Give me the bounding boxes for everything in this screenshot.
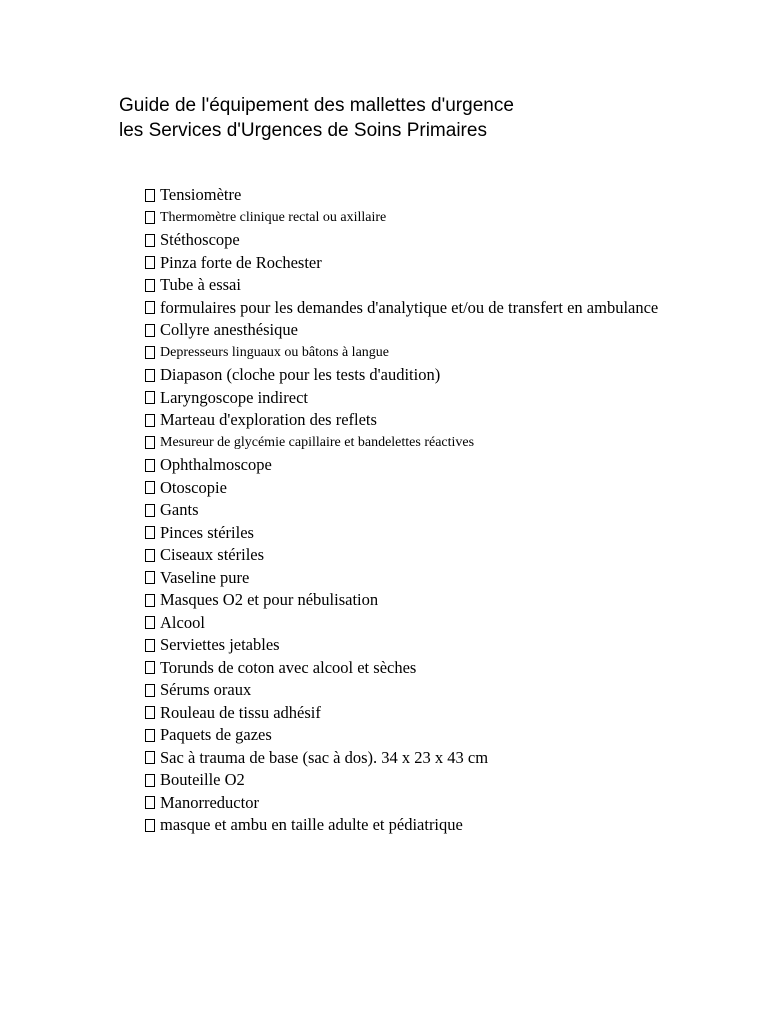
list-item xyxy=(145,567,658,590)
list-item xyxy=(145,409,658,432)
item-label: Stéthoscope xyxy=(160,230,240,250)
missing-glyph-icon xyxy=(145,459,155,472)
item-label: Marteau d'exploration des reflets xyxy=(160,410,377,430)
document-title xyxy=(119,93,514,143)
item-label: Collyre anesthésique xyxy=(160,320,298,340)
missing-glyph-icon xyxy=(145,324,155,337)
list-item xyxy=(145,634,658,657)
item-label: Alcool xyxy=(160,612,205,632)
item-label: formulaires pour les demandes d'analytique et/ou de transfert en ambulance xyxy=(160,297,659,317)
item-label: Masques O2 et pour nébulisation xyxy=(160,590,379,610)
missing-glyph-icon xyxy=(145,774,155,787)
missing-glyph-icon xyxy=(145,481,155,494)
missing-glyph-icon xyxy=(145,211,155,224)
item-label: Sérums oraux xyxy=(160,680,252,700)
missing-glyph-icon xyxy=(145,504,155,517)
title-line-1: Guide de l'équipement des mallettes d'urgence xyxy=(119,95,514,116)
list-item xyxy=(145,477,658,500)
missing-glyph-icon xyxy=(145,616,155,629)
item-label: Ciseaux stériles xyxy=(160,545,265,565)
missing-glyph-icon xyxy=(145,751,155,764)
missing-glyph-icon xyxy=(145,414,155,427)
item-label: Thermomètre clinique rectal ou axillaire xyxy=(160,209,387,225)
item-label: Depresseurs linguaux ou bâtons à langue xyxy=(160,344,389,360)
list-item xyxy=(145,814,658,837)
title-line-2: les Services d'Urgences de Soins Primaires xyxy=(119,120,487,141)
item-label: Diapason (cloche pour les tests d'audition) xyxy=(160,365,441,385)
item-label: Manorreductor xyxy=(160,792,259,812)
item-label: Mesureur de glycémie capillaire et bandelettes réactives xyxy=(160,434,475,450)
item-label: Bouteille O2 xyxy=(160,770,245,790)
list-item xyxy=(145,499,658,522)
missing-glyph-icon xyxy=(145,639,155,652)
missing-glyph-icon xyxy=(145,346,155,359)
list-item xyxy=(145,297,658,320)
list-item xyxy=(145,679,658,702)
item-label: Gants xyxy=(160,500,199,520)
missing-glyph-icon xyxy=(145,796,155,809)
list-item xyxy=(145,184,658,207)
list-item xyxy=(145,657,658,680)
list-item xyxy=(145,274,658,297)
list-item xyxy=(145,387,658,410)
missing-glyph-icon xyxy=(145,369,155,382)
item-label: Torunds de coton avec alcool et sèches xyxy=(160,657,417,677)
list-item xyxy=(145,769,658,792)
item-label: Vaseline pure xyxy=(160,567,250,587)
list-item xyxy=(145,319,658,342)
list-item xyxy=(145,702,658,725)
missing-glyph-icon xyxy=(145,391,155,404)
missing-glyph-icon xyxy=(145,526,155,539)
list-item xyxy=(145,747,658,770)
list-item xyxy=(145,252,658,275)
missing-glyph-icon xyxy=(145,256,155,269)
missing-glyph-icon xyxy=(145,706,155,719)
list-item xyxy=(145,229,658,252)
item-label: Otoscopie xyxy=(160,477,227,497)
missing-glyph-icon xyxy=(145,684,155,697)
missing-glyph-icon xyxy=(145,594,155,607)
missing-glyph-icon xyxy=(145,234,155,247)
missing-glyph-icon xyxy=(145,661,155,674)
list-item xyxy=(145,792,658,815)
missing-glyph-icon xyxy=(145,549,155,562)
list-item xyxy=(145,454,658,477)
missing-glyph-icon xyxy=(145,301,155,314)
item-label: masque et ambu en taille adulte et pédiatrique xyxy=(160,815,463,835)
missing-glyph-icon xyxy=(145,436,155,449)
item-label: Tube à essai xyxy=(160,275,241,295)
item-label: Paquets de gazes xyxy=(160,725,272,745)
missing-glyph-icon xyxy=(145,189,155,202)
missing-glyph-icon xyxy=(145,819,155,832)
item-label: Pinza forte de Rochester xyxy=(160,252,322,272)
list-item xyxy=(145,432,658,455)
list-item xyxy=(145,342,658,365)
list-item xyxy=(145,612,658,635)
item-label: Sac à trauma de base (sac à dos). 34 x 23 x 43 cm xyxy=(160,747,489,767)
list-item xyxy=(145,724,658,747)
item-label: Pinces stériles xyxy=(160,522,254,542)
list-item xyxy=(145,544,658,567)
list-item xyxy=(145,207,658,230)
missing-glyph-icon xyxy=(145,279,155,292)
missing-glyph-icon xyxy=(145,729,155,742)
item-label: Tensiomètre xyxy=(160,185,242,205)
item-label: Ophthalmoscope xyxy=(160,455,272,475)
list-item xyxy=(145,589,658,612)
item-label: Rouleau de tissu adhésif xyxy=(160,702,321,722)
missing-glyph-icon xyxy=(145,571,155,584)
list-item xyxy=(145,522,658,545)
equipment-checklist xyxy=(145,184,658,837)
item-label: Laryngoscope indirect xyxy=(160,387,308,407)
list-item xyxy=(145,364,658,387)
item-label: Serviettes jetables xyxy=(160,635,280,655)
